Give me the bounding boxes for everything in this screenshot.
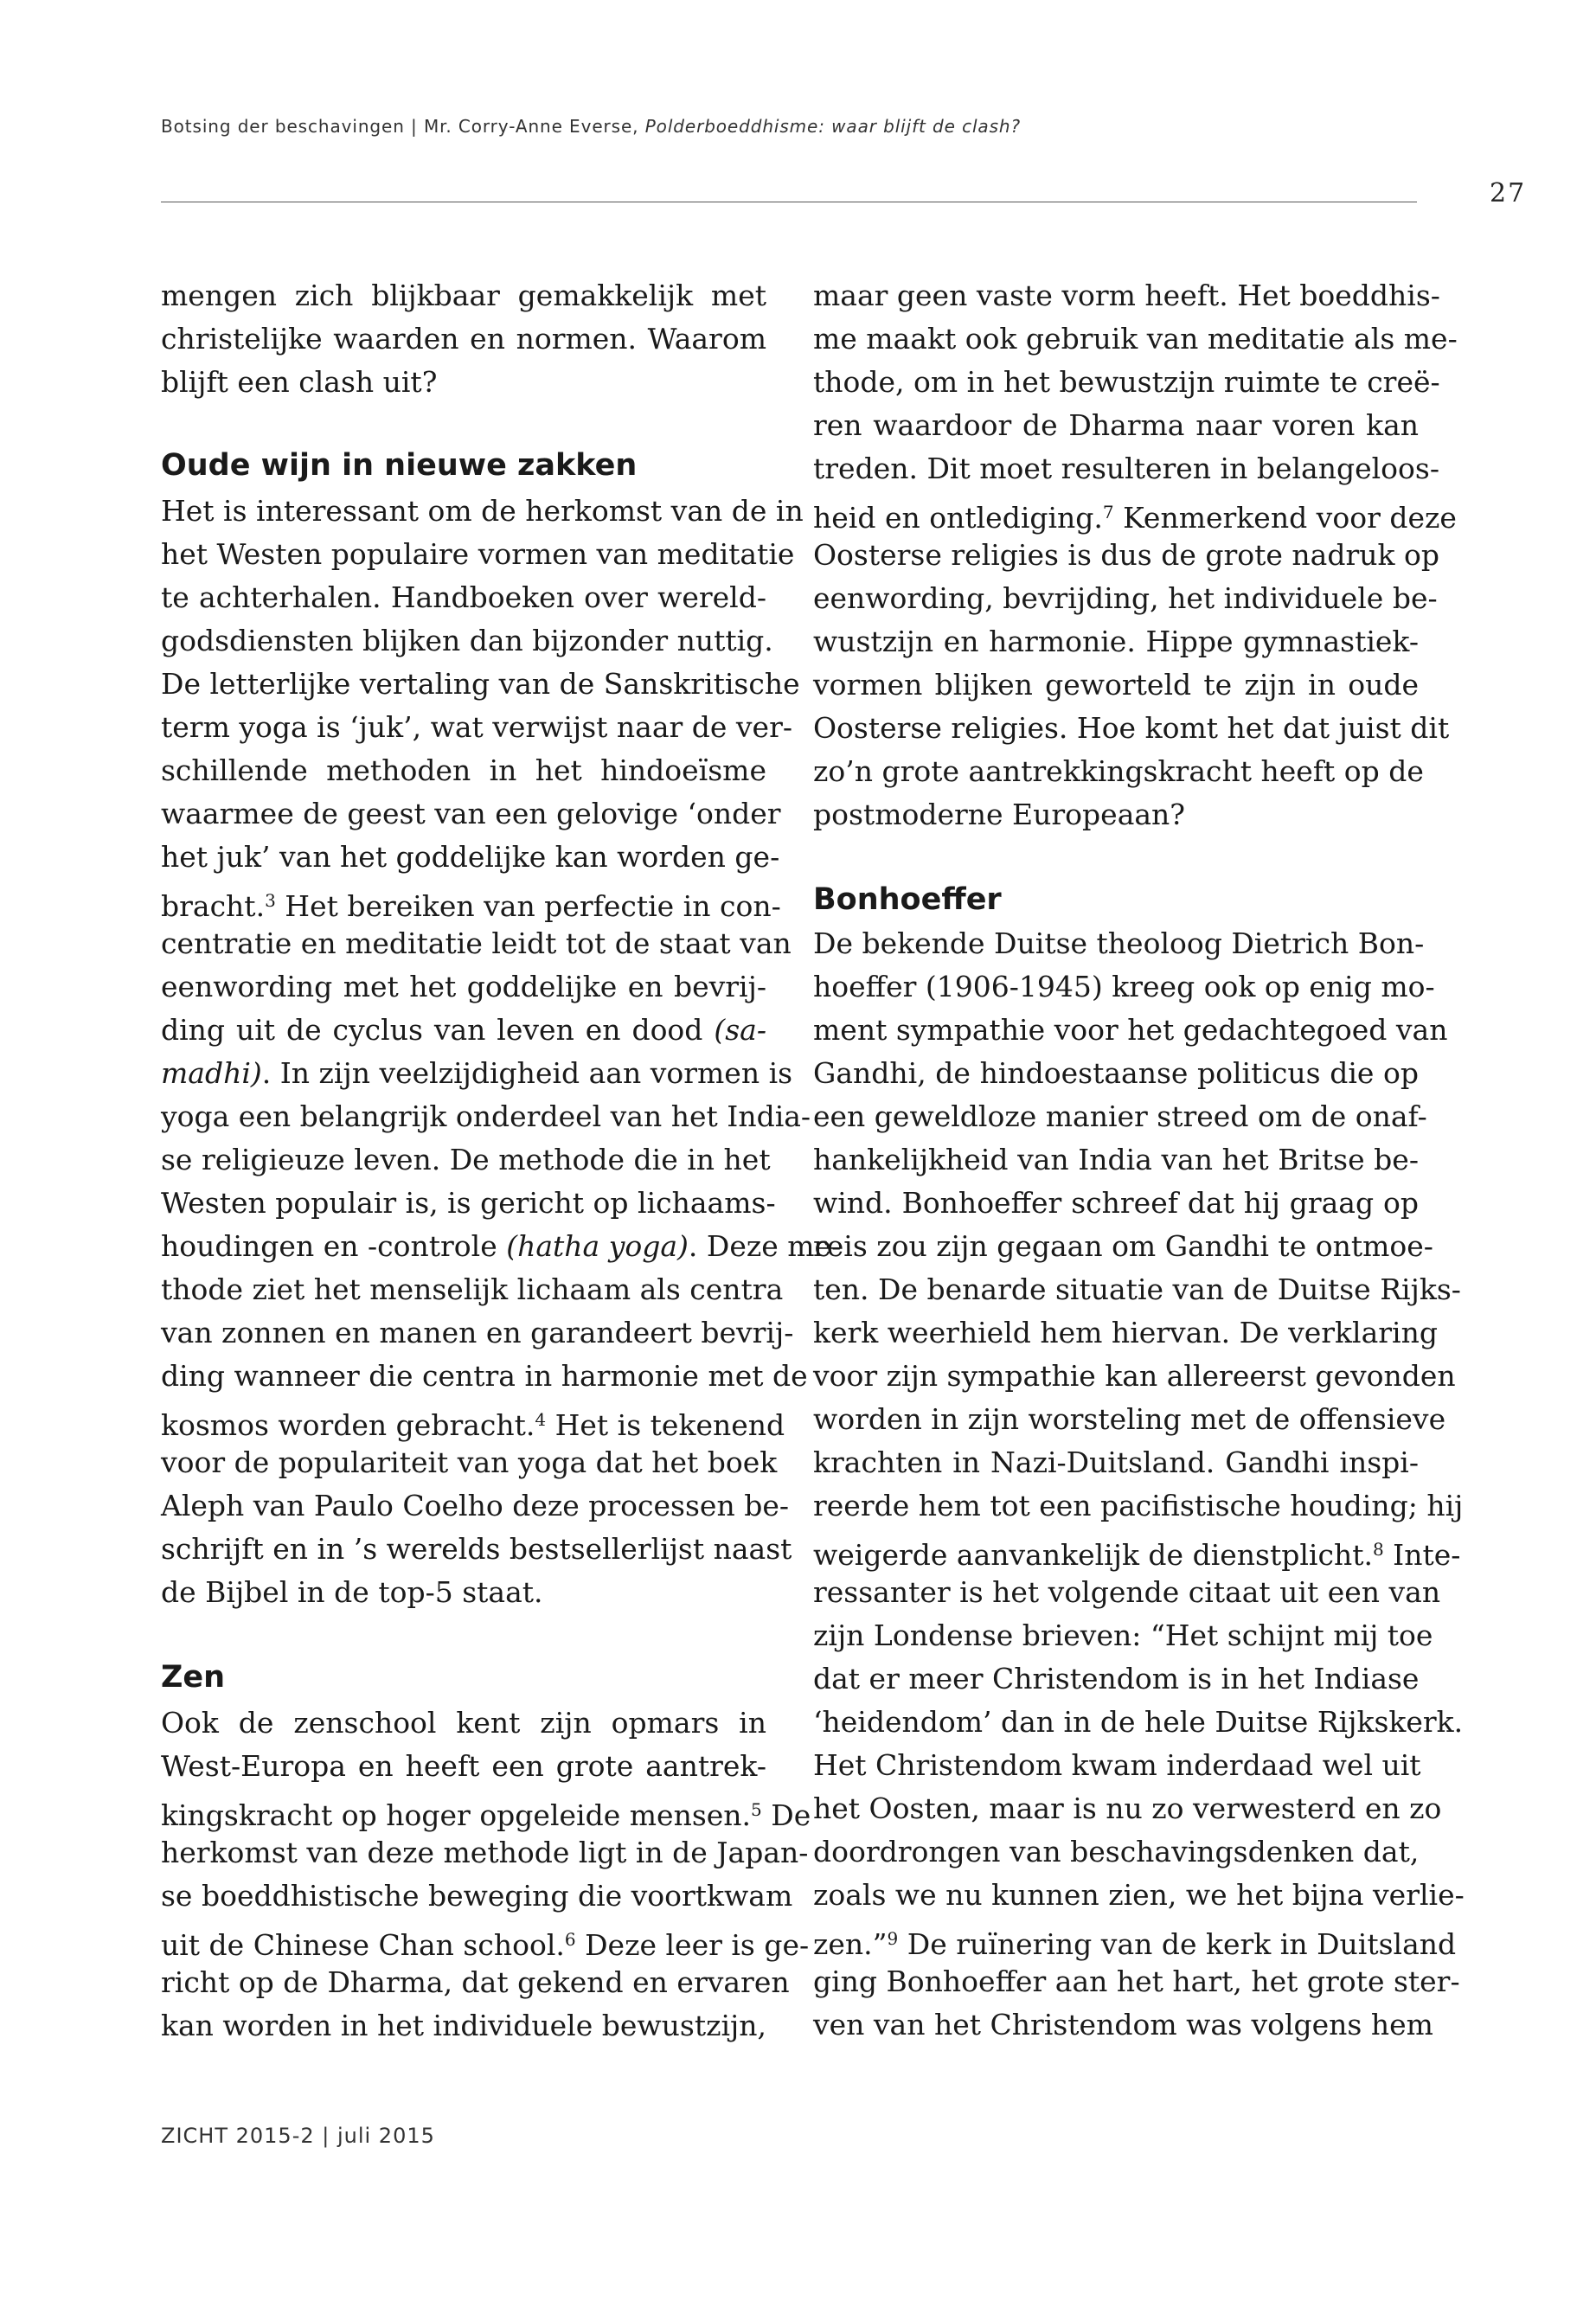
- text-line: richt op de Dharma, dat gekend en ervaren: [161, 1965, 790, 1999]
- text-line: heid en ontlediging.$^7$ Kenmerkend voor deze: [813, 501, 1457, 535]
- text-line: Oosterse religies. Hoe komt het dat juist dit: [813, 711, 1450, 745]
- section-heading-oude-wijn: Oude wijn in nieuwe zakken: [161, 448, 638, 483]
- text-line: het juk’ van het goddelijke kan worden ge-: [161, 840, 780, 874]
- header-separator: |: [411, 116, 418, 137]
- text-line: worden in zijn worsteling met de offensieve: [813, 1402, 1446, 1436]
- text-line: West-Europa en heeft een grote aantrek-: [161, 1749, 766, 1783]
- text-line: bracht.$^3$ Het bereiken van perfectie in con-: [161, 889, 781, 923]
- text-line: van zonnen en manen en garandeert bevrij-: [161, 1316, 794, 1349]
- page-number: 27: [1490, 178, 1527, 208]
- text-line: het Westen populaire vormen van meditatie: [161, 537, 795, 571]
- footnote-ref-5: 5: [751, 1799, 762, 1820]
- text-line: Het is interessant om de herkomst van de in: [161, 494, 804, 528]
- text-line: Aleph van Paulo Coelho deze processen be-: [161, 1489, 789, 1522]
- text-line: ren waardoor de Dharma naar voren kan: [813, 408, 1419, 442]
- text-line: ten. De benarde situatie van de Duitse Rijks-: [813, 1272, 1461, 1306]
- text-line: zijn Londense brieven: “Het schijnt mij toe: [813, 1618, 1433, 1652]
- text-line: treden. Dit moet resulteren in belangeloos-: [813, 452, 1440, 485]
- text-line: kan worden in het individuele bewustzijn,: [161, 2009, 766, 2042]
- text-line: ging Bonhoeffer aan het hart, het grote ster-: [813, 1965, 1460, 1998]
- text-line: schrijft en in ’s werelds bestsellerlijst naast: [161, 1532, 792, 1566]
- section-heading-bonhoeffer: Bonhoeffer: [813, 882, 1002, 917]
- text-line: ressanter is het volgende citaat uit een van: [813, 1575, 1441, 1609]
- text-line: hankelijkheid van India van het Britse be-: [813, 1143, 1419, 1176]
- text-line: madhi). In zijn veelzijdigheid aan vormen is: [161, 1056, 793, 1090]
- text-line: kingskracht op hoger opgeleide mensen.$^5$ De: [161, 1798, 811, 1832]
- text-line: Westen populair is, is gericht op lichaams-: [161, 1186, 776, 1220]
- text-line: voor zijn sympathie kan allereerst gevonden: [813, 1359, 1456, 1393]
- text-line: krachten in Nazi-Duitsland. Gandhi inspi-: [813, 1445, 1419, 1479]
- text-line: ding wanneer die centra in harmonie met de: [161, 1359, 808, 1393]
- text-line: hoeffer (1906-1945) kreeg ook op enig mo-: [813, 970, 1435, 1003]
- text-line: se boeddhistische beweging die voortkwam: [161, 1879, 793, 1913]
- text-line: uit de Chinese Chan school.$^6$ Deze leer is ge-: [161, 1928, 810, 1962]
- text-line: me maakt ook gebruik van meditatie als me-: [813, 322, 1458, 356]
- footnote-ref-6: 6: [564, 1929, 576, 1950]
- footnote-ref-9: 9: [887, 1928, 899, 1949]
- text-line: blijft een clash uit?: [161, 365, 438, 399]
- footnote-ref-7: 7: [1102, 502, 1114, 522]
- text-line: Gandhi, de hindoestaanse politicus die op: [813, 1056, 1419, 1090]
- text-line: houdingen en -controle (hatha yoga). Deze me-: [161, 1229, 842, 1263]
- text-line: kosmos worden gebracht.$^4$ Het is tekenend: [161, 1408, 785, 1442]
- text-line: reis zou zijn gegaan om Gandhi te ontmoe-: [813, 1229, 1433, 1263]
- text-line: mengen zich blijkbaar gemakkelijk met: [161, 279, 766, 312]
- text-line: maar geen vaste vorm heeft. Het boeddhis-: [813, 279, 1440, 312]
- section-heading-zen: Zen: [161, 1660, 226, 1695]
- text-line: yoga een belangrijk onderdeel van het India-: [161, 1099, 811, 1133]
- text-line: ment sympathie voor het gedachtegoed van: [813, 1013, 1448, 1047]
- text-line: se religieuze leven. De methode die in het: [161, 1143, 771, 1176]
- text-line: waarmee de geest van een gelovige ‘onder: [161, 797, 781, 830]
- text-line: postmoderne Europeaan?: [813, 798, 1185, 831]
- footnote-ref-3: 3: [265, 890, 276, 911]
- text-line: Ook de zenschool kent zijn opmars in: [161, 1706, 766, 1740]
- text-line: Oosterse religies is dus de grote nadruk op: [813, 538, 1439, 572]
- footnote-ref-8: 8: [1372, 1539, 1384, 1560]
- text-line: Het Christendom kwam inderdaad wel uit: [813, 1748, 1421, 1782]
- text-line: eenwording, bevrijding, het individuele be-: [813, 581, 1438, 615]
- text-line: dat er meer Christendom is in het Indiase: [813, 1662, 1420, 1695]
- text-line: De letterlijke vertaling van de Sanskritische: [161, 667, 800, 701]
- text-line: De bekende Duitse theoloog Dietrich Bon-: [813, 926, 1425, 960]
- text-line: eenwording met het goddelijke en bevrij-: [161, 970, 766, 1003]
- text-line: vormen blijken geworteld te zijn in oude: [813, 668, 1419, 702]
- text-line: herkomst van deze methode ligt in de Japan-: [161, 1836, 809, 1869]
- text-line: ‘heidendom’ dan in de hele Duitse Rijkskerk.: [813, 1705, 1464, 1739]
- text-line: voor de populariteit van yoga dat het boek: [161, 1445, 778, 1479]
- text-line: schillende methoden in het hindoeïsme: [161, 753, 766, 787]
- running-header: [161, 116, 1021, 137]
- text-line: zoals we nu kunnen zien, we het bijna verlie-: [813, 1878, 1465, 1912]
- text-line: ven van het Christendom was volgens hem: [813, 2008, 1433, 2041]
- header-article-title: Polderboeddhisme: waar blijft de clash?: [644, 116, 1021, 137]
- text-line: reerde hem tot een pacifistische houding; hij: [813, 1489, 1464, 1522]
- text-line: ding uit de cyclus van leven en dood (sa-: [161, 1013, 766, 1047]
- text-line: thode, om in het bewustzijn ruimte te creë-: [813, 365, 1440, 399]
- text-line: kerk weerhield hem hiervan. De verklaring: [813, 1316, 1438, 1349]
- text-line: zen.”$^9$ De ruïnering van de kerk in Duitsland: [813, 1927, 1457, 1961]
- text-line: centratie en meditatie leidt tot de staat van: [161, 926, 792, 960]
- text-line: doordrongen van beschavingsdenken dat,: [813, 1835, 1420, 1868]
- text-line: zo’n grote aantrekkingskracht heeft op de: [813, 754, 1424, 788]
- text-line: de Bijbel in de top-5 staat.: [161, 1575, 543, 1609]
- page-footer: ZICHT 2015-2 | juli 2015: [161, 2124, 435, 2148]
- text-line: te achterhalen. Handboeken over wereld-: [161, 580, 766, 614]
- header-author: Mr. Corry-Anne Everse,: [423, 116, 639, 137]
- text-line: weigerde aanvankelijk de dienstplicht.$^8$ Inte-: [813, 1538, 1461, 1572]
- text-line: een geweldloze manier streed om de onaf-: [813, 1099, 1427, 1133]
- text-line: wind. Bonhoeffer schreef dat hij graag op: [813, 1186, 1419, 1220]
- text-line: term yoga is ‘juk’, wat verwijst naar de ver-: [161, 710, 793, 744]
- text-line: het Oosten, maar is nu zo verwesterd en zo: [813, 1791, 1442, 1825]
- text-line: godsdiensten blijken dan bijzonder nuttig.: [161, 624, 773, 657]
- text-line: thode ziet het menselijk lichaam als centra: [161, 1272, 784, 1306]
- text-line: wustzijn en harmonie. Hippe gymnastiek-: [813, 625, 1419, 658]
- header-series: Botsing der beschavingen: [161, 116, 405, 137]
- footnote-ref-4: 4: [535, 1409, 547, 1430]
- text-line: christelijke waarden en normen. Waarom: [161, 322, 766, 356]
